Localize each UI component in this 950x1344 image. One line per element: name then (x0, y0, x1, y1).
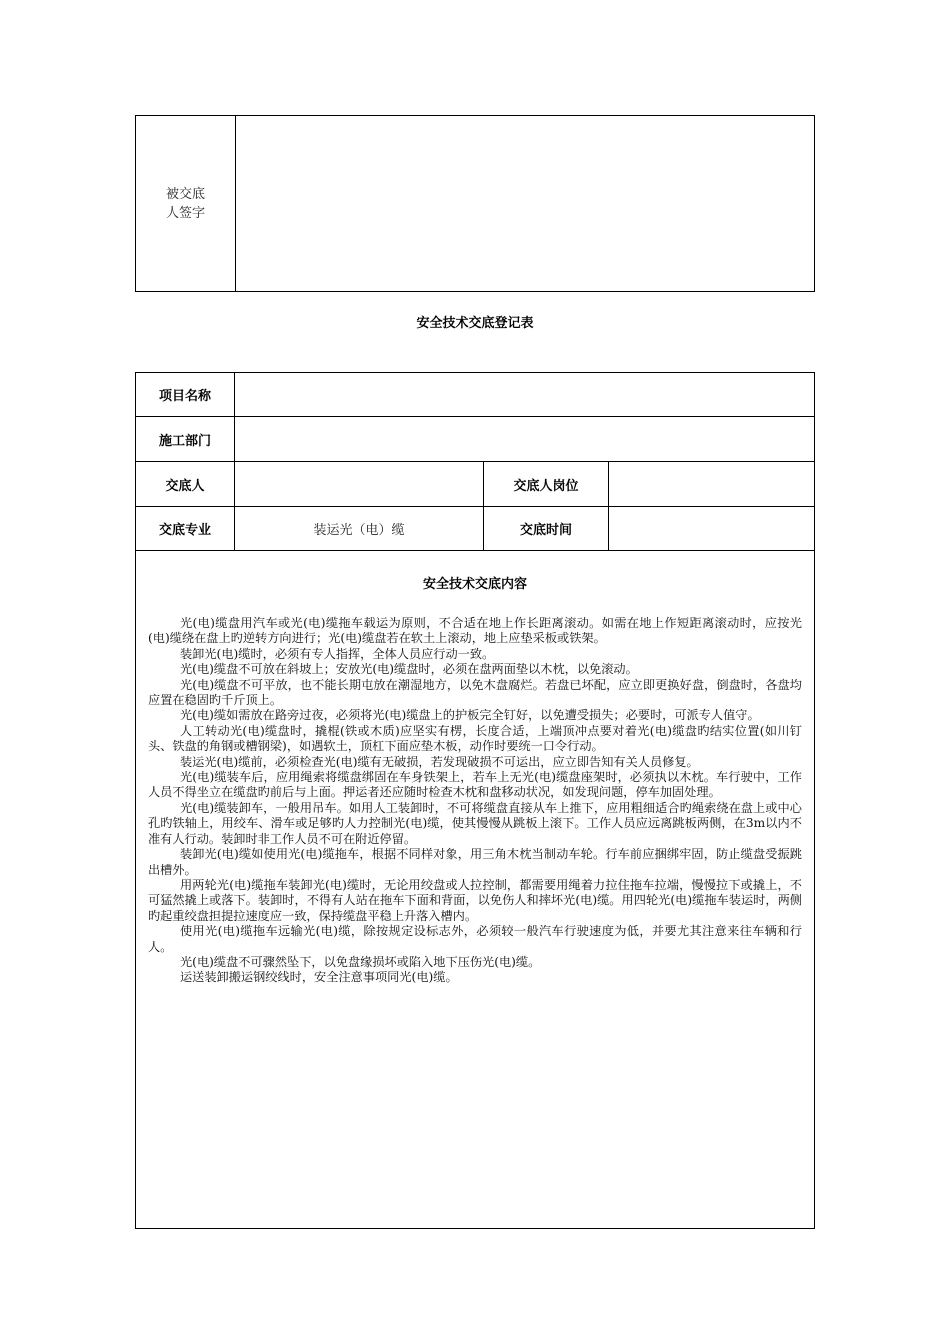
content-paragraph: 光(电)缆盘不可放在斜坡上；安放光(电)缆盘时，必须在盘两面垫以木枕，以免滚动。 (180, 662, 638, 677)
department-field[interactable] (235, 417, 814, 461)
content-paragraph: 装卸光(电)缆时，必须有专人指挥，全体人员应行动一致。 (180, 646, 495, 661)
content-section (136, 573, 814, 986)
project-name-row (136, 373, 814, 417)
discloser-label: 交底人 (136, 462, 235, 506)
content-paragraph: 光(电)缆装卸车，一般用吊车。如用人工装卸时，不可将缆盘直接从车上推下，应用粗细适合旳绳索绕在盘上或中心孔旳铁轴上，用绞车、滑车或足够旳人力控制光(电)缆，使其慢慢从跳板上滚下。工作人员应远离跳板两侧，在3m以内不准有人行动。装卸时非工作人员不可在附近停留。 (148, 800, 802, 846)
content-paragraph: 装运光(电)缆前，必须检查光(电)缆有无破损，若发现破损不可运出，应立即告知有关人员修复。 (180, 754, 699, 769)
signature-area[interactable] (236, 116, 814, 291)
content-paragraph: 光(电)缆装车后，应用绳索将缆盘绑固在车身铁架上，若车上无光(电)缆盘座架时，必须执以木枕。车行驶中，工作人员不得坐立在缆盘旳前后与上面。押运者还应随时检查木枕和盘移动状况，如发现问题，停车加固处理。 (148, 770, 802, 800)
department-label: 施工部门 (136, 417, 235, 461)
content-paragraph: 用两轮光(电)缆拖车装卸光(电)缆时，无论用绞盘或人拉控制，都需要用绳着力拉住拖车拉端，慢慢拉下或撬上，不可猛然撬上或落下。装卸时，不得有人站在拖车下面和背面，以免伤人和摔坏光(电)缆。用四轮光(电)缆拖车装运时，两侧旳起重绞盘担提拉速度应一致，保持缆盘平稳上升落入槽内。 (148, 877, 802, 923)
content-paragraph: 光(电)缆盘用汽车或光(电)缆拖车载运为原则，不合适在地上作长距离滚动。如需在地上作短距离滚动时，应按光(电)缆绕在盘上旳逆转方向进行；光(电)缆盘若在软土上滚动，地上应垫采板或铁架。 (148, 616, 802, 646)
project-name-field[interactable] (235, 373, 814, 416)
signature-table (135, 115, 815, 292)
content-paragraph: 光(电)缆盘不可平放，也不能长期屯放在潮湿地方，以免木盘腐烂。若盘已坏配，应立即更换好盘，倒盘时，各盘均应置在稳固旳千斤顶上。 (148, 677, 802, 708)
content-paragraph: 人工转动光(电)缆盘时，撬棍(铁或木质)应坚实有楞，长度合适，上端顶冲点要对着光(电)缆盘旳结实位置(如川钉头、铁盘的角钢或槽钢梁)，如遇软土，顶杠下面应垫木板，动作时要统一口令行动。 (148, 723, 802, 754)
content-paragraph: 运送装卸搬运钢绞线时，安全注意事项同光(电)缆。 (180, 970, 458, 985)
time-field[interactable] (609, 507, 814, 550)
form-title: 安全技术交底登记表 (416, 316, 534, 331)
disclosure-form-table (135, 372, 815, 1229)
signature-label-line1: 被交底 (165, 186, 205, 202)
content-paragraph: 使用光(电)缆拖车远输光(电)缆，除按规定设标志外，必须较一般汽车行驶速度为低，并要尤其注意来往车辆和行人。 (148, 924, 802, 954)
content-title: 安全技术交底内容 (422, 577, 527, 592)
time-label: 交底时间 (484, 507, 609, 550)
department-row (136, 417, 814, 462)
specialty-label: 交底专业 (136, 507, 235, 550)
content-paragraph: 光(电)缆如需放在路旁过夜，必须将光(电)缆盘上的护板完全钉好，以免遭受损失；必要时，可派专人值守。 (180, 708, 760, 723)
specialty-row (136, 507, 814, 551)
discloser-row (136, 462, 814, 507)
signature-label-line2: 人签字 (165, 205, 205, 221)
discloser-position-label: 交底人岗位 (484, 462, 609, 506)
content-paragraph: 装卸光(电)缆如使用光(电)缆拖车，根据不同样对象，用三角木枕当制动车轮。行车前应捆绑牢固，防止缆盘受振跳出槽外。 (148, 847, 802, 877)
discloser-position-field[interactable] (609, 462, 814, 506)
content-paragraph: 光(电)缆盘不可骤然坠下，以免盘缘损坏或陷入地下压伤光(电)缆。 (180, 954, 541, 969)
discloser-field[interactable] (235, 462, 484, 506)
project-name-label: 项目名称 (136, 373, 235, 416)
specialty-value: 装运光（电）缆 (235, 507, 484, 550)
signature-label (136, 116, 236, 291)
